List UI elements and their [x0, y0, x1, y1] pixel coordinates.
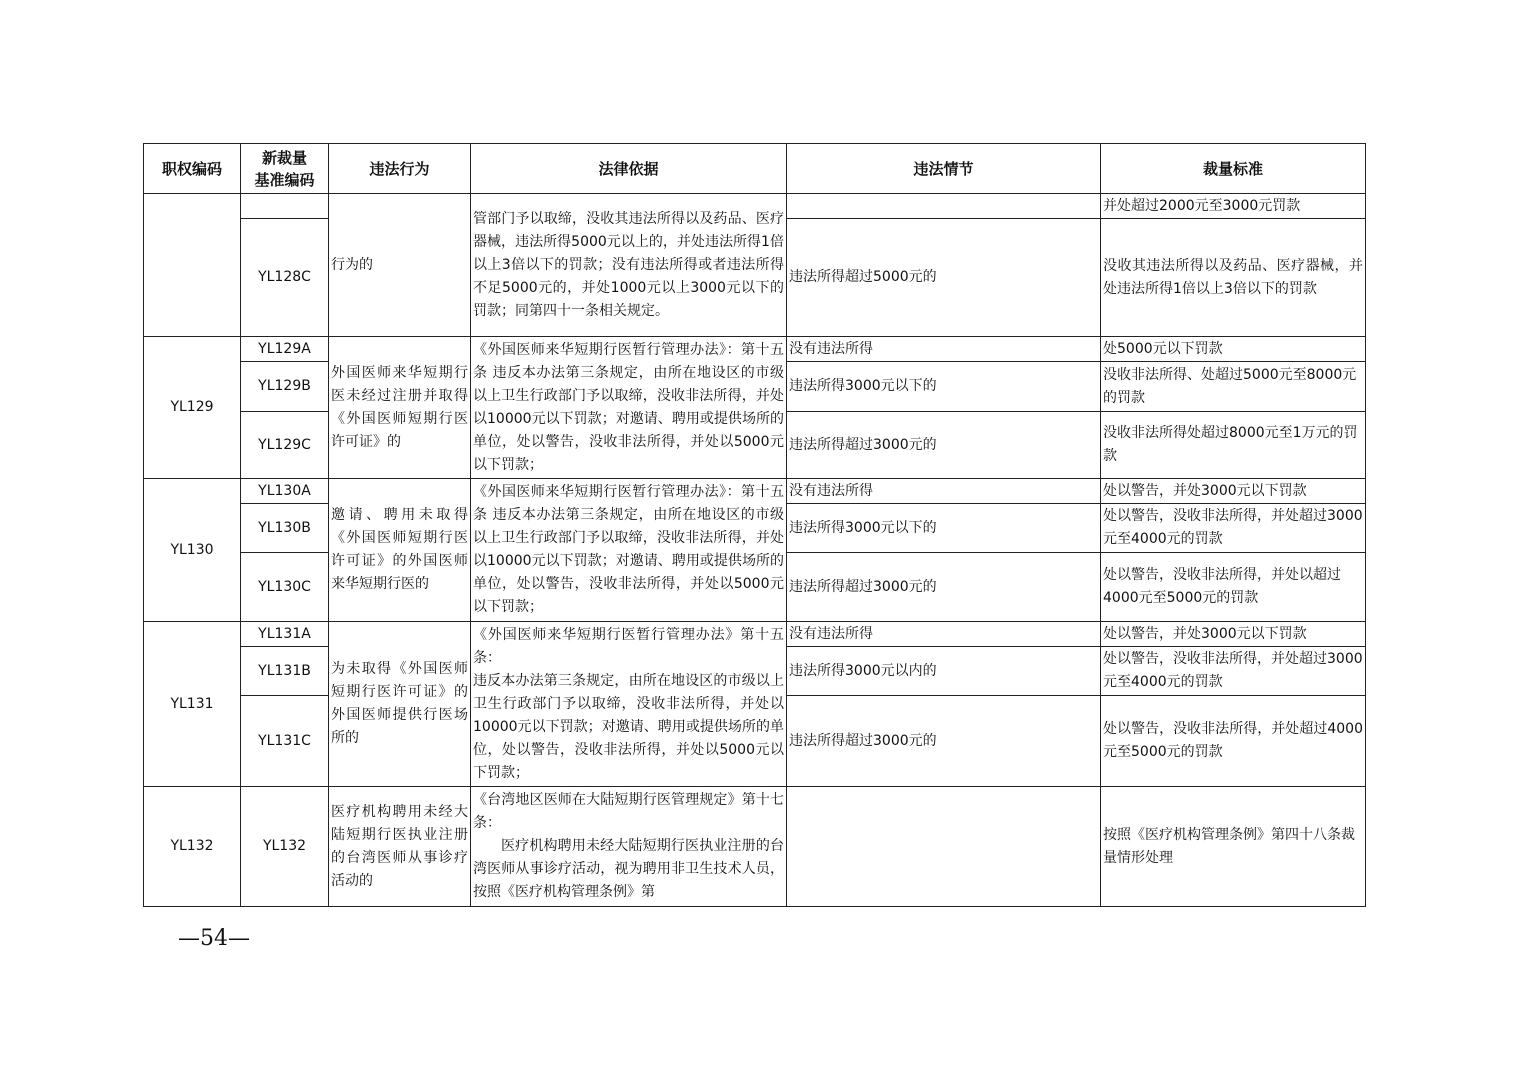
circumstance-cell: 违法所得3000元以下的 — [787, 362, 1101, 412]
header-new-code — [241, 144, 329, 194]
sub-code-cell: YL129A — [241, 337, 329, 362]
standard-cell: 处以警告，并处3000元以下罚款 — [1101, 479, 1366, 504]
page-number: —54— — [178, 926, 250, 951]
sub-code-cell: YL129B — [241, 362, 329, 412]
legal-basis-cell — [471, 622, 787, 787]
legal-basis-cell — [471, 787, 787, 907]
header-circumstance: 违法情节 — [787, 144, 1101, 194]
legal-basis-title: 《外国医师来华短期行医暂行管理办法》第十五条： — [473, 626, 784, 666]
authority-code-cell — [144, 194, 241, 337]
sub-code-cell: YL130B — [241, 504, 329, 553]
circumstance-cell: 违法所得3000元以下的 — [787, 504, 1101, 553]
authority-code-cell: YL131 — [144, 622, 241, 787]
standard-cell: 并处超过2000元至3000元罚款 — [1101, 194, 1366, 219]
authority-code-cell: YL129 — [144, 337, 241, 479]
header-new-code-line1: 新裁量 — [261, 148, 307, 167]
authority-code-cell: YL130 — [144, 479, 241, 622]
legal-basis-cell: 《外国医师来华短期行医暂行管理办法》：第十五条 违反本办法第三条规定，由所在地设区的市级以上卫生行政部门予以取缔，没收非法所得，并处以10000元以下罚款；对邀请、聘用或提供场所的单位，处以警告，没收非法所得，并处以5000元以下罚款； — [471, 337, 787, 479]
standard-cell: 没收其违法所得以及药品、医疗器械，并处违法所得1倍以上3倍以下的罚款 — [1101, 219, 1366, 337]
sub-code-cell — [241, 194, 329, 219]
circumstance-cell: 违法所得超过3000元的 — [787, 696, 1101, 787]
table-row — [144, 194, 1366, 219]
header-violation: 违法行为 — [329, 144, 471, 194]
header-legal-basis: 法律依据 — [471, 144, 787, 194]
circumstance-cell: 违法所得超过5000元的 — [787, 219, 1101, 337]
circumstance-cell: 违法所得超过3000元的 — [787, 553, 1101, 622]
circumstance-cell: 没有违法所得 — [787, 479, 1101, 504]
violation-cell: 为未取得《外国医师短期行医许可证》的外国医师提供行医场所的 — [329, 622, 471, 787]
standard-cell: 处以警告，没收非法所得，并处超过3000元至4000元的罚款 — [1101, 647, 1366, 696]
legal-basis-cell: 《外国医师来华短期行医暂行管理办法》：第十五条 违反本办法第三条规定，由所在地设区的市级以上卫生行政部门予以取缔，没收非法所得，并处以10000元以下罚款；对邀请、聘用或提供场所的单位，处以警告，没收非法所得，并处以5000元以下罚款； — [471, 479, 787, 622]
header-authority-code: 职权编码 — [144, 144, 241, 194]
header-new-code-line2: 基准编码 — [254, 170, 315, 189]
table-row — [144, 622, 1366, 647]
standard-cell: 没收非法所得处超过8000元至1万元的罚款 — [1101, 412, 1366, 479]
table-header-row — [144, 144, 1366, 194]
table-row — [144, 479, 1366, 504]
circumstance-cell: 违法所得超过3000元的 — [787, 412, 1101, 479]
circumstance-cell: 没有违法所得 — [787, 337, 1101, 362]
violation-cell: 医疗机构聘用未经大陆短期行医执业注册的台湾医师从事诊疗活动的 — [329, 787, 471, 907]
sub-code-cell: YL131B — [241, 647, 329, 696]
sub-code-cell: YL128C — [241, 219, 329, 337]
violation-cell: 外国医师来华短期行医未经过注册并取得《外国医师短期行医许可证》的 — [329, 337, 471, 479]
legal-basis-title: 《台湾地区医师在大陆短期行医管理规定》第十七条： — [473, 792, 784, 831]
circumstance-cell — [787, 194, 1101, 219]
circumstance-cell: 没有违法所得 — [787, 622, 1101, 647]
standard-cell: 按照《医疗机构管理条例》第四十八条裁量情形处理 — [1101, 787, 1366, 907]
standard-cell: 处以警告，并处3000元以下罚款 — [1101, 622, 1366, 647]
standard-cell: 没收非法所得、处超过5000元至8000元的罚款 — [1101, 362, 1366, 412]
standard-cell: 处以警告，没收非法所得，并处超过4000元至5000元的罚款 — [1101, 696, 1366, 787]
sub-code-cell: YL129C — [241, 412, 329, 479]
sub-code-cell: YL131A — [241, 622, 329, 647]
standard-cell: 处5000元以下罚款 — [1101, 337, 1366, 362]
penalty-standards-table — [143, 143, 1366, 907]
violation-cell: 行为的 — [329, 194, 471, 337]
circumstance-cell: 违法所得3000元以内的 — [787, 647, 1101, 696]
table-row — [144, 787, 1366, 907]
standard-cell: 处以警告，没收非法所得，并处以超过4000元至5000元的罚款 — [1101, 553, 1366, 622]
legal-basis-body: 医疗机构聘用未经大陆短期行医执业注册的台湾医师从事诊疗活动，视为聘用非卫生技术人员，按照《医疗机构管理条例》第 — [473, 838, 784, 900]
authority-code-cell: YL132 — [144, 787, 241, 907]
standard-cell: 处以警告，没收非法所得，并处超过3000元至4000元的罚款 — [1101, 504, 1366, 553]
legal-basis-body: 违反本办法第三条规定，由所在地设区的市级以上卫生行政部门予以取缔，没收非法所得，并处以10000元以下罚款；对邀请、聘用或提供场所的单位，处以警告，没收非法所得，并处以5000元以下罚款； — [473, 672, 784, 781]
sub-code-cell: YL131C — [241, 696, 329, 787]
sub-code-cell: YL132 — [241, 787, 329, 907]
violation-cell: 邀请、聘用未取得《外国医师短期行医许可证》的外国医师来华短期行医的 — [329, 479, 471, 622]
header-standard: 裁量标准 — [1101, 144, 1366, 194]
sub-code-cell: YL130C — [241, 553, 329, 622]
sub-code-cell: YL130A — [241, 479, 329, 504]
legal-basis-cell: 管部门予以取缔，没收其违法所得以及药品、医疗器械，违法所得5000元以上的，并处违法所得1倍以上3倍以下的罚款；没有违法所得或者违法所得不足5000元的，并处1000元以上3000元以下的罚款；同第四十一条相关规定。 — [471, 194, 787, 337]
table-row — [144, 337, 1366, 362]
circumstance-cell — [787, 787, 1101, 907]
